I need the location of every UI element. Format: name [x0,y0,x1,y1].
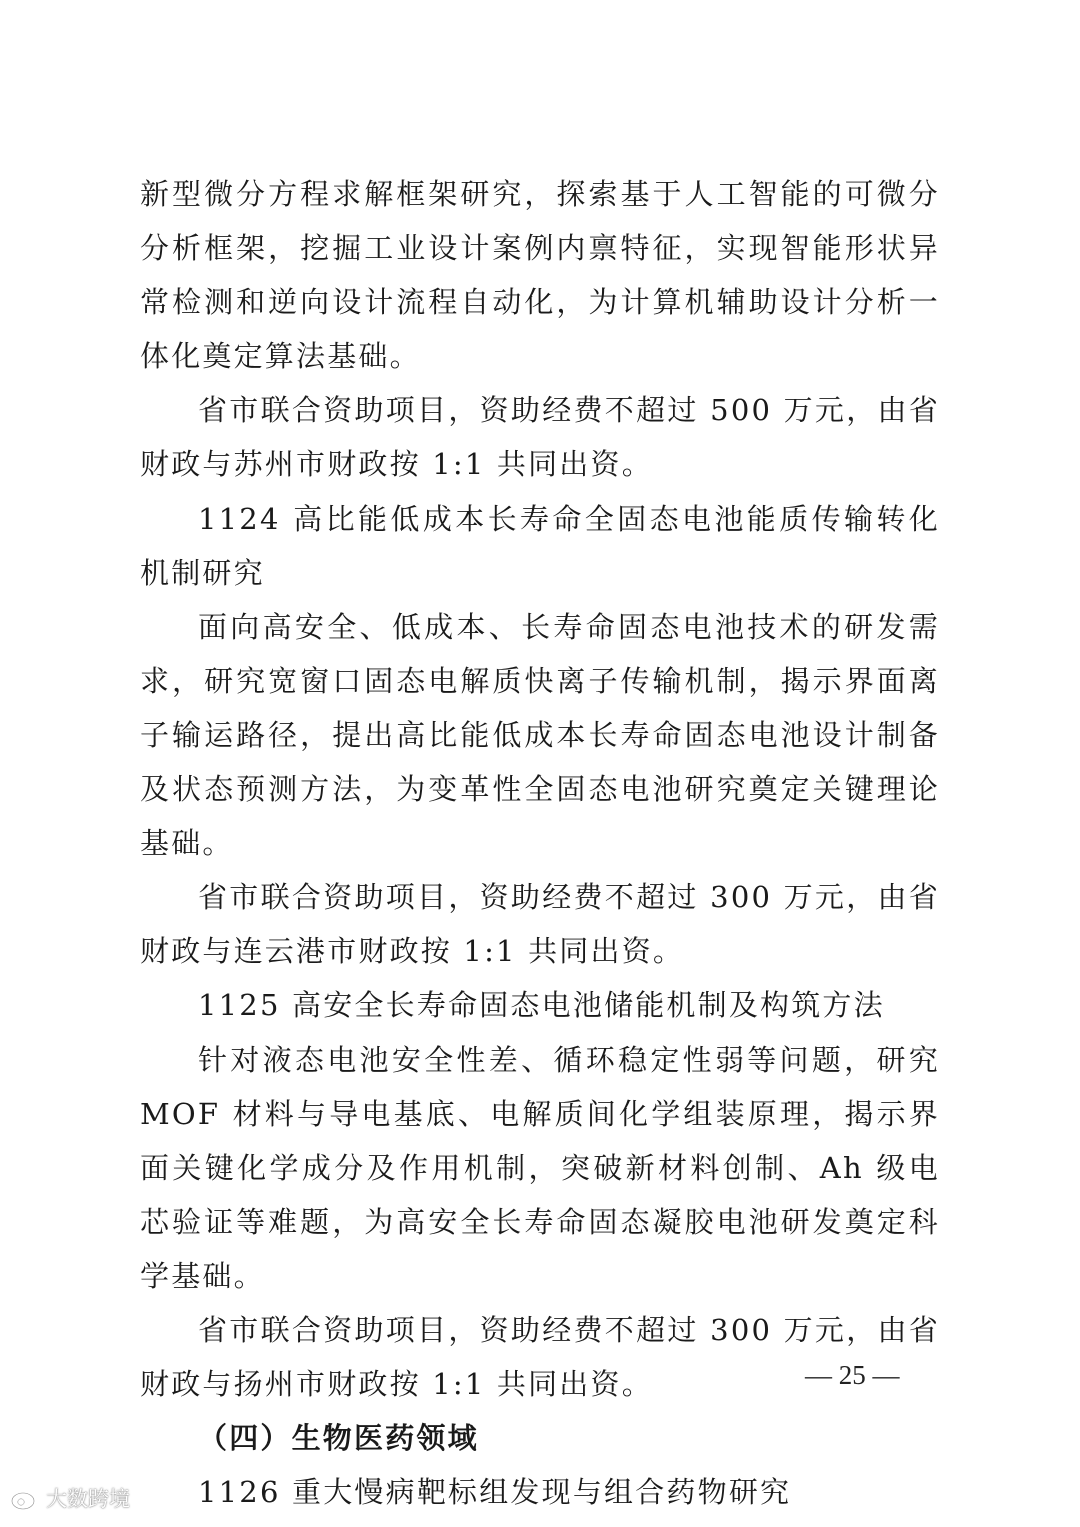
watermark-text: 大数跨境 [46,1487,130,1511]
paragraph-description-1124: 面向高安全、低成本、长寿命固态电池技术的研发需求，研究宽窗口固态电解质快离子传输机制，揭示界面离子输运路径，提出高比能低成本长寿命固态电池设计制备及状态预测方法，为变革性全固态电池研究奠定关键理论基础。 [140,609,940,861]
paragraph-funding-1125: 省市联合资助项目，资助经费不超过 300 万元，由省财政与扬州市财政按 1:1 共同出资。 [140,1312,940,1402]
project-title-1124: 1124 高比能低成本长寿命全固态电池能质传输转化机制研究 [140,501,940,590]
page-number: — 25 — [805,1360,900,1390]
section-heading-biomedicine: （四）生物医药领域 [198,1421,479,1456]
watermark [10,1478,130,1518]
paragraph-funding-1124: 省市联合资助项目，资助经费不超过 300 万元，由省财政与连云港市财政按 1:1 共同出资。 [140,880,940,969]
paragraph-funding-1123: 省市联合资助项目，资助经费不超过 500 万元，由省财政与苏州市财政按 1:1 共同出资。 [140,393,940,482]
project-title-1125: 1125 高安全长寿命固态电池储能机制及构筑方法 [198,988,885,1023]
paragraph-continuation: 新型微分方程求解框架研究，探索基于人工智能的可微分分析框架，挖掘工业设计案例内禀特征，实现智能形状异常检测和逆向设计流程自动化，为计算机辅助设计分析一体化奠定算法基础。 [140,177,940,374]
paragraph-description-1125: 针对液态电池安全性差、循环稳定性弱等问题，研究 MOF 材料与导电基底、电解质间化学组装原理，揭示界面关键化学成分及作用机制，突破新材料创制、Ah 级电芯验证等难题，为高安全长寿命固态凝胶电池研发奠定科学基础。 [140,1042,940,1293]
weibo-logo-icon [10,1485,40,1511]
document-body [140,167,940,1519]
project-title-1126: 1126 重大慢病靶标组发现与组合药物研究 [198,1475,792,1510]
